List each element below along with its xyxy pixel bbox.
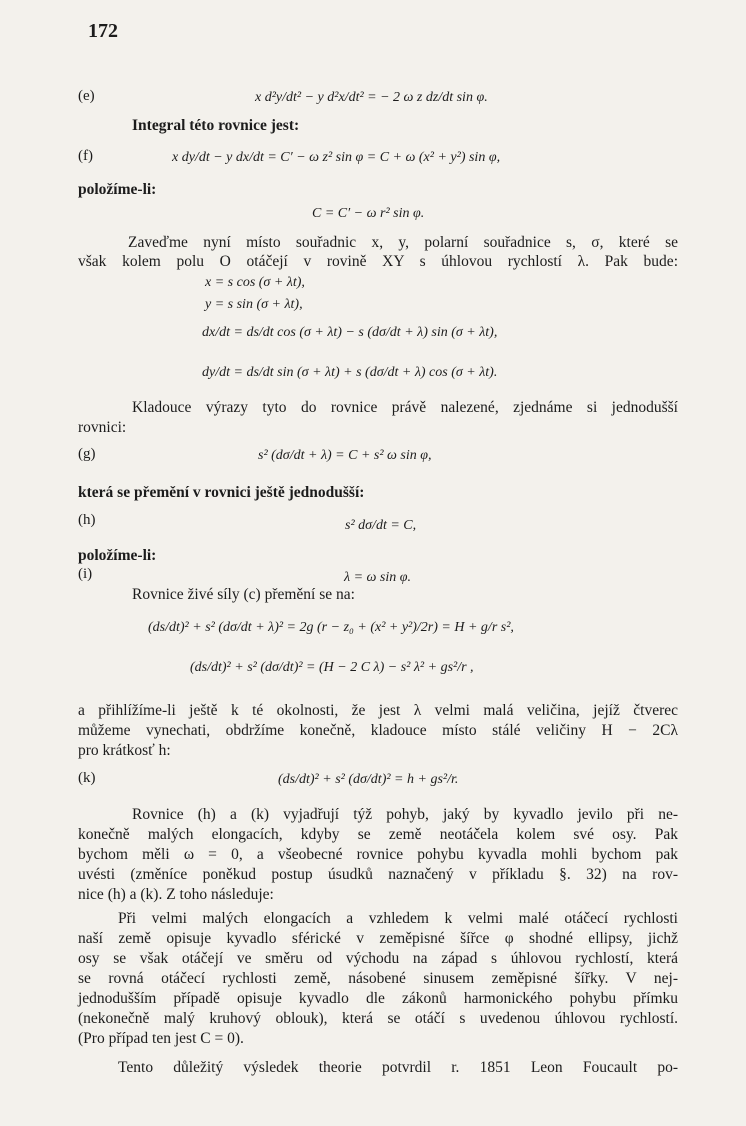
label-f: (f) <box>78 148 93 164</box>
equation-g: s² (dσ/dt + λ) = C + s² ω sin φ, <box>258 448 432 463</box>
paragraph-4d: uvésti (změníce poněkud postup úsudků naznačený v příkladu §. 32) na rov- <box>78 866 678 883</box>
paragraph-5d: se rovná otáčecí rychlosti země, násobené sinusem zeměpisné šířky. V nej- <box>78 970 678 987</box>
paragraph-3b: můžeme vynechati, obdržíme konečně, kladouce místo stálé veličiny H − 2Cλ <box>78 722 678 739</box>
equation-k: (ds/dt)² + s² (dσ/dt)² = h + gs²/r. <box>278 772 459 787</box>
paragraph-2a: Kladouce výrazy tyto do rovnice právě nalezené, zjednáme si jednodušší <box>132 399 678 416</box>
equation-dx: dx/dt = ds/dt cos (σ + λt) − s (dσ/dt + λ) sin (σ + λt), <box>202 325 498 340</box>
paragraph-5b: naší země opisuje kyvadlo sférické v zeměpisné šířce φ shodné ellipsy, jichž <box>78 930 678 947</box>
text-integral: Integral této rovnice jest: <box>132 117 300 134</box>
equation-live-force-2: (ds/dt)² + s² (dσ/dt)² = (H − 2 C λ) − s² λ² + gs²/r , <box>190 660 474 675</box>
paragraph-3c: pro krátkosť h: <box>78 742 171 759</box>
paragraph-1b: však kolem polu O otáčejí v rovině XY s úhlovou rychlostí λ. Pak bude: <box>78 253 678 270</box>
paragraph-4e: nice (h) a (k). Z toho následuje: <box>78 886 274 903</box>
equation-x: x = s cos (σ + λt), <box>205 275 305 290</box>
text-rovnice-zive-sily: Rovnice živé síly (c) přemění se na: <box>132 586 355 603</box>
text-premeni: která se přemění v rovnici ještě jednodušší: <box>78 484 365 501</box>
equation-y: y = s sin (σ + λt), <box>205 297 303 312</box>
label-h: (h) <box>78 512 96 528</box>
paragraph-1a: Zaveďme nyní místo souřadnic x, y, polarní souřadnice s, σ, které se <box>128 234 678 251</box>
paragraph-5e: jednodušším případě opisuje kyvadlo dle zákonů harmonického pohybu přímku <box>78 990 678 1007</box>
paragraph-3a: a přihlížíme-li ještě k té okolnosti, že jest λ velmi malá veličina, jejíž čtverec <box>78 702 678 719</box>
text-polozime-2: položíme-li: <box>78 547 157 564</box>
paragraph-5f: (nekonečně malý kruhový oblouk), která se otáčí s uvedenou úhlovou rychlostí. <box>78 1010 678 1027</box>
paragraph-4b: konečně malých elongacích, kdyby se země neotáčela kolem své osy. Pak <box>78 826 678 843</box>
equation-e: x d²y/dt² − y d²x/dt² = − 2 ω z dz/dt sin φ. <box>255 90 488 105</box>
equation-f: x dy/dt − y dx/dt = C′ − ω z² sin φ = C + ω (x² + y²) sin φ, <box>172 150 501 165</box>
label-g: (g) <box>78 446 96 462</box>
text-polozime-1: položíme-li: <box>78 181 157 198</box>
paragraph-6a: Tento důležitý výsledek theorie potvrdil r. 1851 Leon Foucault po- <box>118 1059 678 1076</box>
paragraph-2b: rovnici: <box>78 419 127 436</box>
equation-h: s² dσ/dt = C, <box>345 518 417 533</box>
paragraph-5g: (Pro případ ten jest C = 0). <box>78 1030 244 1047</box>
label-i: (i) <box>78 566 93 582</box>
paragraph-4c: bychom měli ω = 0, a všeobecné rovnice pohybu kyvadla mohli bychom pak <box>78 846 678 863</box>
paragraph-5a: Při velmi malých elongacích a vzhledem k velmi malé otáčecí rychlosti <box>118 910 678 927</box>
label-e: (e) <box>78 88 95 104</box>
equation-dy: dy/dt = ds/dt sin (σ + λt) + s (dσ/dt + λ) cos (σ + λt). <box>202 365 498 380</box>
page-number: 172 <box>88 20 118 42</box>
equation-live-force-1: (ds/dt)² + s² (dσ/dt + λ)² = 2g (r − z₀ + (x² + y²)/2r) = H + g/r s², <box>148 620 514 635</box>
equation-c-def: C = C′ − ω r² sin φ. <box>312 206 425 221</box>
paragraph-5c: osy se však otáčejí ve směru od východu na západ s úhlovou rychlostí, která <box>78 950 678 967</box>
equation-i: λ = ω sin φ. <box>344 570 411 585</box>
label-k: (k) <box>78 770 96 786</box>
paragraph-4a: Rovnice (h) a (k) vyjadřují týž pohyb, jaký by kyvadlo jevilo při ne- <box>132 806 678 823</box>
